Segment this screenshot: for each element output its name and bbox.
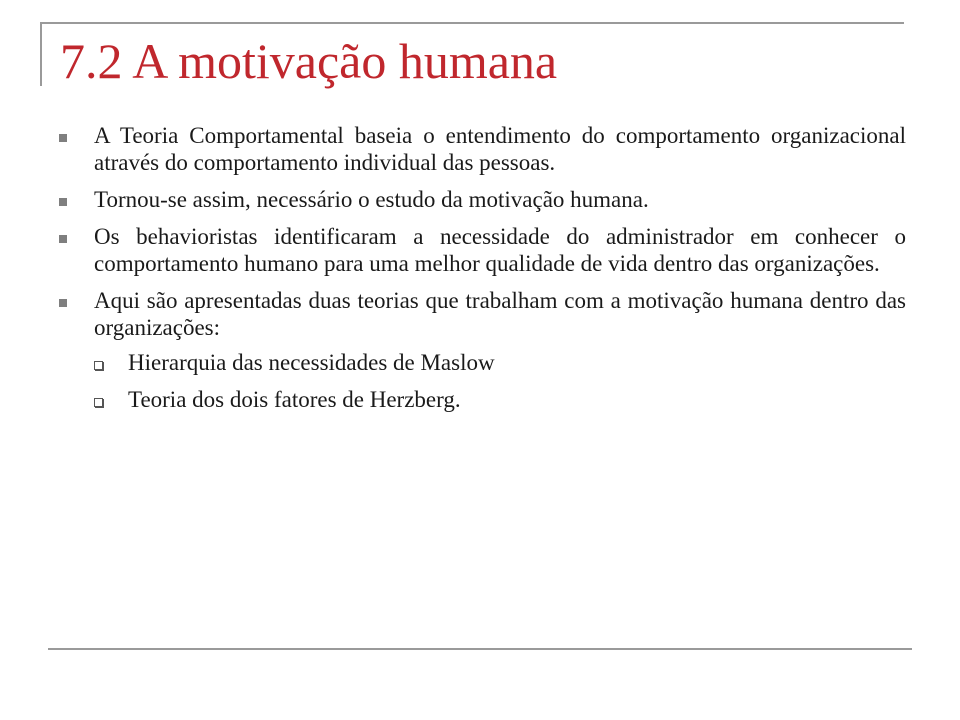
top-divider xyxy=(40,22,904,24)
sub-bullet-text: Hierarquia das necessidades de Maslow xyxy=(128,350,495,375)
checkbox-bullet-icon xyxy=(94,398,103,407)
left-divider xyxy=(40,22,42,86)
sub-bullet-item xyxy=(94,386,906,413)
bullet-item xyxy=(56,122,906,176)
bullet-list xyxy=(56,122,906,423)
sub-bullet-list xyxy=(94,349,906,413)
slide-title: 7.2 A motivação humana xyxy=(60,33,558,89)
sub-bullet-item xyxy=(94,349,906,376)
bullet-text: A Teoria Comportamental baseia o entendimento do comportamento organizacional através do comportamento individual das pessoas. xyxy=(94,123,906,175)
bullet-item xyxy=(56,223,906,277)
checkbox-bullet-icon xyxy=(94,361,103,370)
bullet-text: Aqui são apresentadas duas teorias que trabalham com a motivação humana dentro das organizações: xyxy=(94,288,906,340)
bullet-item xyxy=(56,186,906,213)
bullet-item xyxy=(56,287,906,413)
bullet-text: Os behavioristas identificaram a necessidade do administrador em conhecer o comportamento humano para uma melhor qualidade de vida dentro das organizações. xyxy=(94,224,906,276)
bullet-text: Tornou-se assim, necessário o estudo da motivação humana. xyxy=(94,187,649,212)
bottom-divider xyxy=(48,648,912,650)
sub-bullet-text: Teoria dos dois fatores de Herzberg. xyxy=(128,387,461,412)
